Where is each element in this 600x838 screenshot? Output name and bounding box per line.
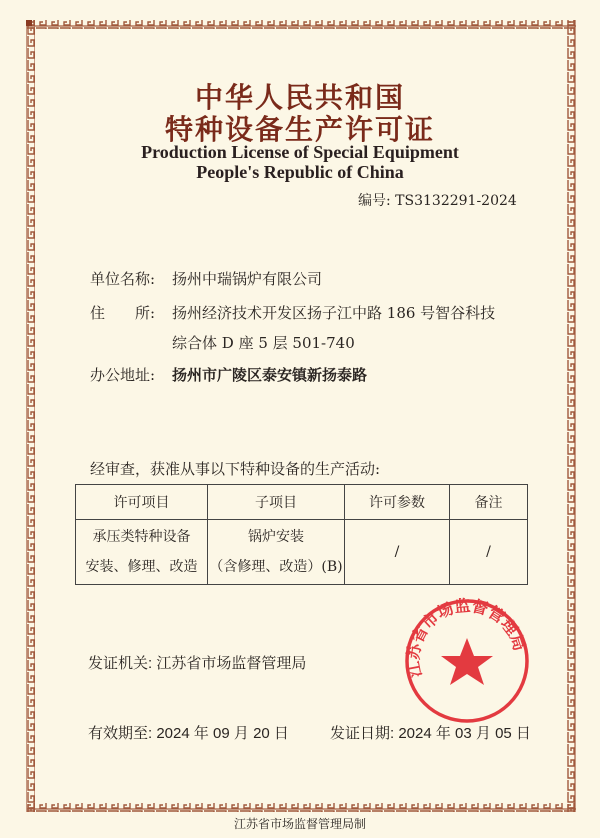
residence-value-2: 综合体 D 座 5 层 501-740 [172, 334, 355, 352]
star-icon [441, 638, 493, 685]
valid-value: 2024 年 09 月 20 日 [156, 725, 289, 742]
residence-label: 住 所: [90, 304, 156, 322]
office-row [90, 364, 367, 385]
number-value: TS3132291-2024 [395, 193, 517, 209]
item-line2: 安装、修理、改造 [85, 559, 198, 575]
issue-date-label: 发证日期: [330, 725, 395, 742]
issuer-row [88, 652, 306, 673]
title-line2: 特种设备生产许可证 [164, 113, 435, 146]
cell-param: / [345, 520, 450, 585]
header-param: 许可参数 [345, 485, 450, 520]
license-table [75, 484, 528, 585]
header-subitem: 子项目 [208, 485, 345, 520]
header-note: 备注 [450, 485, 528, 520]
cell-subitem [208, 520, 345, 585]
issuer-value: 江苏省市场监督管理局 [156, 655, 307, 672]
sub-line1: 锅炉安装 [248, 529, 304, 545]
official-seal [402, 596, 532, 726]
unit-label: 单位名称: [90, 270, 156, 288]
office-value: 扬州市广陵区泰安镇新扬泰路 [172, 366, 368, 384]
unit-value: 扬州中瑞锅炉有限公司 [172, 270, 323, 288]
residence-row [90, 302, 495, 323]
item-line1: 承压类特种设备 [92, 529, 191, 545]
license-number [358, 190, 517, 210]
intro-text: 经审查，获准从事以下特种设备的生产活动: [90, 460, 381, 478]
valid-label: 有效期至: [88, 725, 153, 742]
header-item: 许可项目 [76, 485, 208, 520]
unit-name-row [90, 268, 322, 289]
residence-value-1: 扬州经济技术开发区扬子江中路 186 号智谷科技 [172, 304, 496, 322]
seal-text: 江苏省市场监督管理局 [403, 596, 530, 680]
footer-issuer: 江苏省市场监督管理局制 [233, 817, 366, 831]
valid-row [88, 722, 289, 743]
title-english-1: Production License of Special Equipment [141, 142, 459, 162]
table-row [76, 520, 528, 585]
office-label: 办公地址: [90, 366, 156, 384]
issuer-label: 发证机关: [88, 655, 153, 672]
table-header [76, 485, 528, 520]
cell-note: / [450, 520, 528, 585]
issue-date-value: 2024 年 03 月 05 日 [398, 725, 531, 742]
title-line1: 中华人民共和国 [194, 81, 405, 114]
sub-line2: （含修理、改造）(B) [209, 559, 343, 575]
number-label: 编号: [358, 193, 391, 209]
title-english-2: People's Republic of China [196, 162, 404, 182]
cell-item [76, 520, 208, 585]
